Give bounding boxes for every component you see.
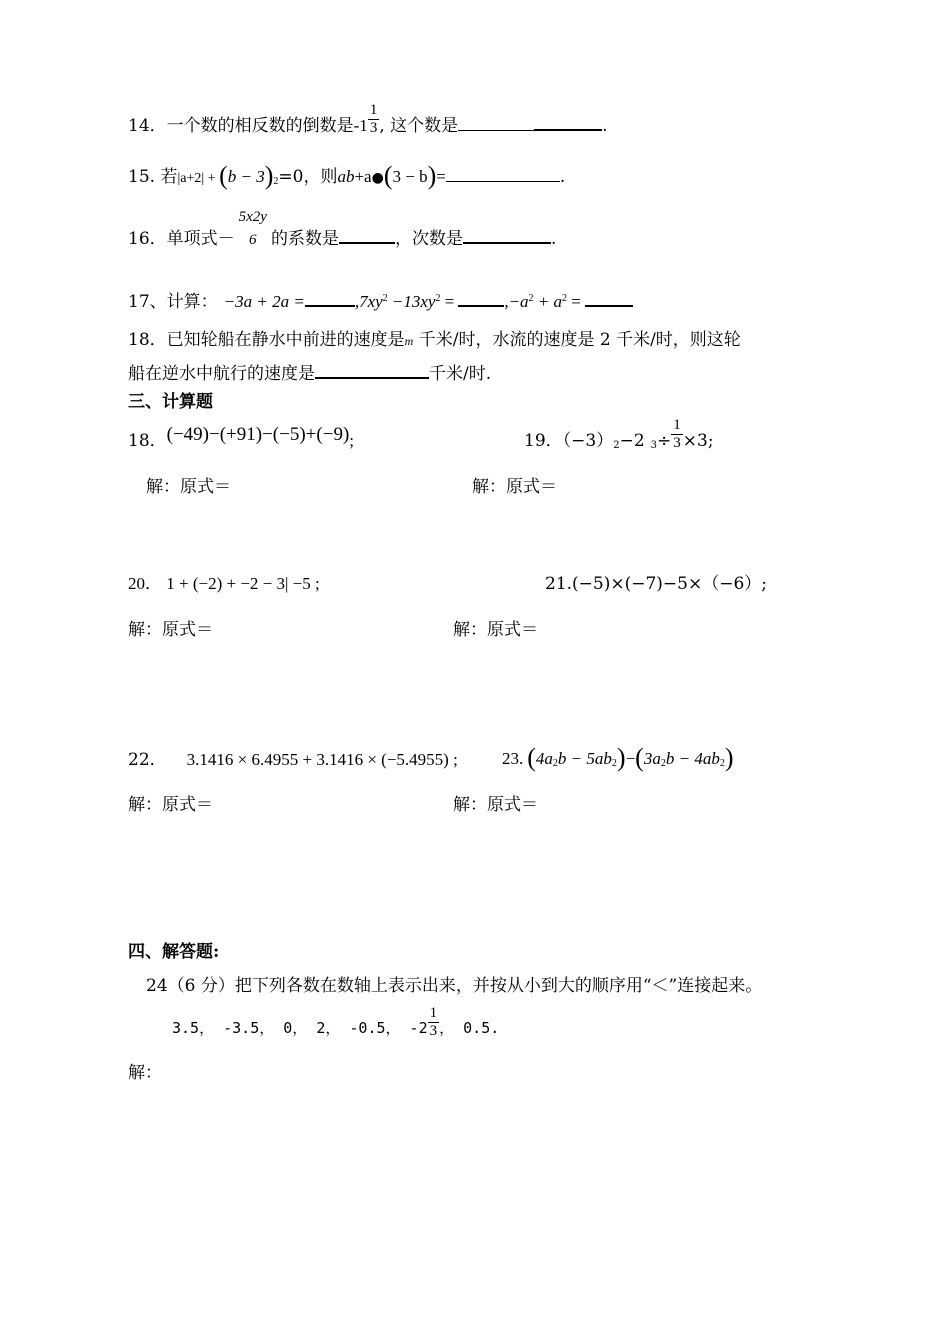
q17-blank-3 xyxy=(585,289,633,307)
calc-18-expr: (−49)−(+91)−(−5)+(−9) xyxy=(166,424,350,445)
q15-paren2-open: ( xyxy=(383,161,393,190)
calc-23-exp2: 2 xyxy=(611,758,617,769)
calc-23-num: 23. xyxy=(502,749,524,768)
calc-19-exp2: 3 xyxy=(650,440,658,451)
q16-fraction: 5x2y 6 xyxy=(238,208,267,248)
q16-mid2: ，次数是 xyxy=(394,229,463,249)
q15-abs: |a+2| xyxy=(177,171,205,186)
q15-blank xyxy=(446,165,560,182)
q17-expr3: ,−a xyxy=(504,292,529,311)
q17-exp-3a: 2 xyxy=(528,293,534,304)
calc-21: 21.(−5)×(−7)−5×（−6）; xyxy=(545,574,768,594)
q17-blank-1 xyxy=(305,289,355,307)
answer-24: 解： xyxy=(128,1063,162,1083)
q16-end: . xyxy=(550,229,557,249)
calc-23-exp1: 2 xyxy=(552,758,558,769)
q17-expr2: ,7xy xyxy=(354,292,383,311)
q17-expr2b: −13xy xyxy=(387,292,436,311)
q17-expr2c: = xyxy=(440,292,455,311)
q16-mid: 的系数是 xyxy=(270,229,339,249)
q14-blank-a xyxy=(458,114,534,131)
q17-exp-2a: 2 xyxy=(382,293,388,304)
section-4-heading: 四、解答题: xyxy=(128,942,220,962)
q15-ab: ab xyxy=(337,167,355,186)
q24-fraction: $\frac{1}{3}$ xyxy=(429,1005,438,1039)
q16-text: 16．单项式－ xyxy=(128,229,235,249)
calc-23-paren2-close: ) xyxy=(724,743,734,772)
q15-paren2: 3 − b xyxy=(392,167,428,186)
calc-23 xyxy=(502,743,734,772)
calc-19-rest: −2 xyxy=(619,431,645,451)
section-3-heading: 三、计算题 xyxy=(128,392,213,412)
calc-23-p1b: b − 5ab xyxy=(557,749,612,768)
q15-paren-open: ( xyxy=(219,161,228,190)
answer-23: 解：原式＝ xyxy=(453,795,538,815)
q15-prefix: 15. 若 xyxy=(128,167,178,187)
question-24: 24（6 分）把下列各数在数轴上表示出来，并按从小到大的顺序用“＜”连接起来。 xyxy=(146,976,763,996)
q17-blank-2 xyxy=(458,289,504,307)
q16-blank-coef xyxy=(339,226,395,244)
calc-23-paren2-open: ( xyxy=(635,743,644,772)
question-17 xyxy=(128,289,633,315)
calc-18-num: 18． xyxy=(128,431,167,451)
q14-fraction: $\frac{1}{3}$ xyxy=(369,102,378,136)
q14-end: . xyxy=(602,116,608,136)
calc-18-end: ; xyxy=(349,431,354,450)
q14-after: , 这个数是 xyxy=(379,116,459,136)
calc-19-tail: ×3; xyxy=(682,431,714,451)
q15-plus: + xyxy=(204,171,220,186)
q18-line2b: 千米/时. xyxy=(429,364,492,384)
q15-eq: = xyxy=(436,167,446,186)
calc-19-exp: 2 xyxy=(613,440,620,451)
q18-line2: 船在逆水中航行的速度是 xyxy=(128,364,315,384)
calc-18 xyxy=(128,424,354,451)
answer-21: 解：原式＝ xyxy=(453,620,538,640)
calc-23-paren1-open: ( xyxy=(527,743,536,772)
q14-blank-b xyxy=(534,113,602,131)
q18-m: m xyxy=(404,334,414,348)
answer-22: 解：原式＝ xyxy=(128,795,213,815)
q24-nums-b: ， 0.5. xyxy=(439,1019,500,1037)
calc-23-paren1-close: ) xyxy=(616,743,626,772)
question-14 xyxy=(128,102,608,137)
calc-20: 20． 1 + (−2) + −2 − 3| −5 ; xyxy=(128,574,320,593)
question-18-line2 xyxy=(128,361,491,384)
q18-blank xyxy=(315,361,429,379)
calc-23-exp3: 2 xyxy=(660,758,666,769)
calc-19-num: 19．（−3） xyxy=(524,431,614,451)
q17-expr3c: = xyxy=(567,292,581,311)
calc-22-num: 22． xyxy=(128,750,167,770)
calc-19-fraction: $\frac{1}{3}$ xyxy=(673,417,681,451)
q17-text: 17、计算： xyxy=(128,292,218,312)
calc-19 xyxy=(524,417,714,454)
answer-19: 解：原式＝ xyxy=(472,477,557,497)
q16-blank-degree xyxy=(463,226,551,244)
q15-dot: ● xyxy=(371,170,384,186)
q18-line1: 18．已知轮船在静水中前进的速度是 xyxy=(128,330,405,350)
q17-exp-2b: 2 xyxy=(435,293,441,304)
answer-18: 解：原式＝ xyxy=(146,477,231,497)
calc-19-div: ÷ xyxy=(657,431,672,451)
calc-23-p2: 3a xyxy=(643,749,661,768)
question-24-numbers xyxy=(172,1005,500,1040)
q15-paren-expr: b − 3 xyxy=(227,167,265,186)
calc-23-exp4: 2 xyxy=(719,758,725,769)
q15-end: . xyxy=(559,167,566,187)
q17-expr1: −3a + 2a = xyxy=(223,292,305,311)
question-16 xyxy=(128,208,557,249)
q15-plus-a: +a xyxy=(354,167,372,186)
calc-22-expr: 3.1416 × 6.4955 + 3.1416 × (−5.4955) ; xyxy=(186,750,458,769)
q15-paren2-close: ) xyxy=(427,161,437,190)
q14-whole: -1 xyxy=(353,116,368,135)
q17-expr3b: + a xyxy=(533,292,563,311)
q14-text: 14．一个数的相反数的倒数是 xyxy=(128,116,354,136)
calc-23-p1: 4a xyxy=(535,749,553,768)
q24-nums-a: 3.5， -3.5， 0， 2， -0.5， -2 xyxy=(172,1019,428,1037)
question-15 xyxy=(128,161,566,190)
calc-23-p2b: b − 4ab xyxy=(665,749,720,768)
q18-line1b: 千米/时，水流的速度是 2 千米/时，则这轮 xyxy=(413,330,741,350)
q15-exp: 2 xyxy=(273,176,279,187)
calc-22 xyxy=(128,750,458,770)
calc-23-minus: − xyxy=(625,749,636,768)
question-18-line1 xyxy=(128,330,741,351)
answer-20: 解：原式＝ xyxy=(128,620,213,640)
q15-eq0: =0，则 xyxy=(278,167,338,187)
q15-paren-close: ) xyxy=(264,161,274,190)
q17-exp-3b: 2 xyxy=(562,293,568,304)
